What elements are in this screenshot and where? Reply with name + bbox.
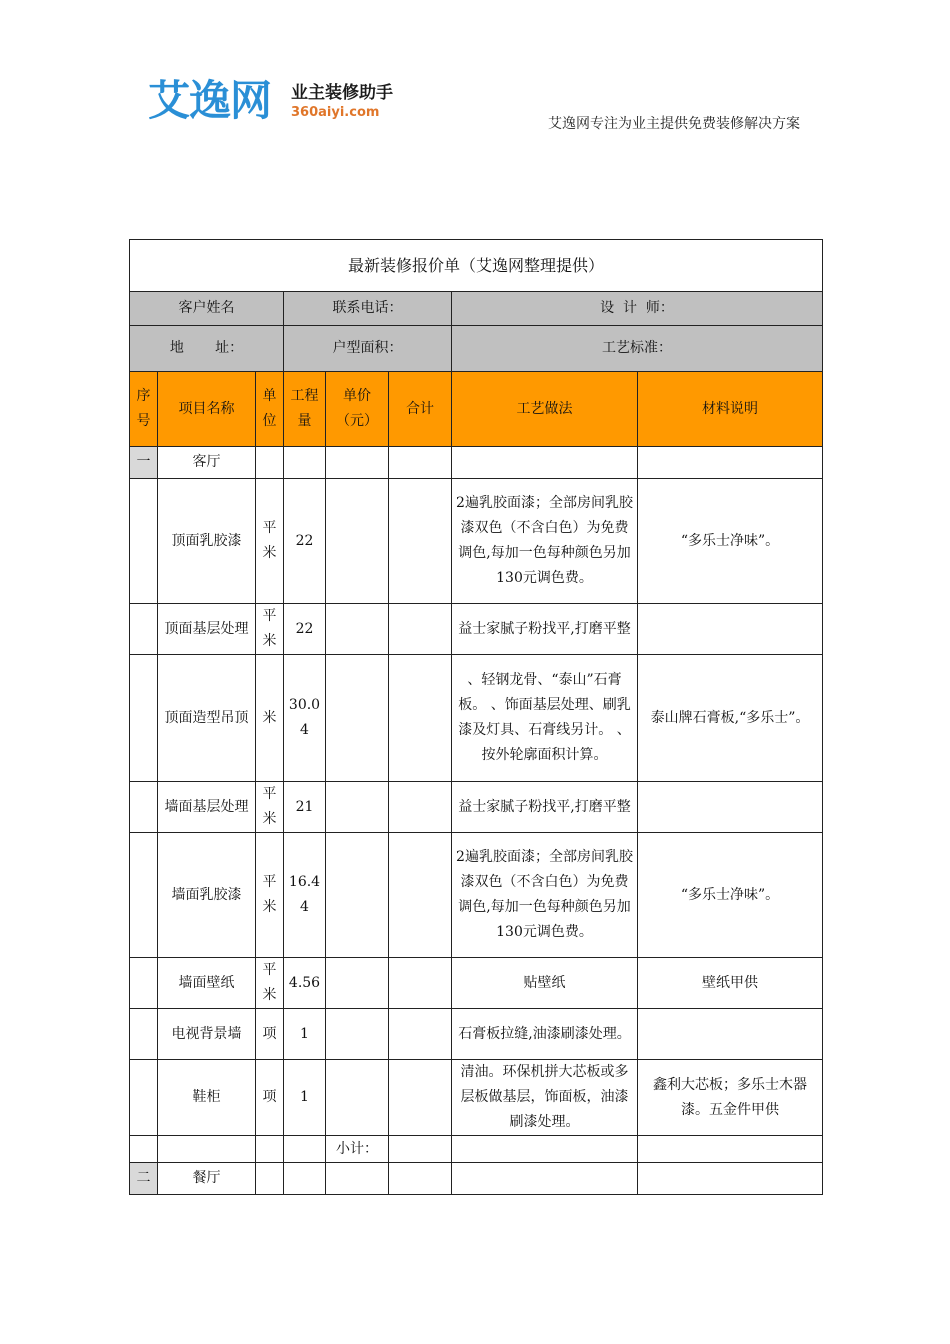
- subtotal-label: 小计：: [326, 1136, 389, 1163]
- item-qty: 1: [284, 1009, 326, 1060]
- col-name: 项目名称: [158, 372, 256, 447]
- item-unit: 项: [256, 1060, 284, 1136]
- table-row: [130, 655, 823, 782]
- item-qty: 30.04: [284, 655, 326, 782]
- info-row-1: [130, 292, 823, 326]
- designer-label: 设 计 师：: [452, 292, 823, 326]
- address-label: 地 址：: [130, 326, 284, 372]
- col-total: 合计: [389, 372, 452, 447]
- table-row: [130, 782, 823, 833]
- area-label: 户型面积：: [284, 326, 452, 372]
- item-qty: 22: [284, 604, 326, 655]
- info-row-2: [130, 326, 823, 372]
- item-qty: 21: [284, 782, 326, 833]
- item-name: 电视背景墙: [158, 1009, 256, 1060]
- item-unit: 平米: [256, 604, 284, 655]
- table-row: [130, 958, 823, 1009]
- item-method: 、轻钢龙骨、“泰山”石膏板。 、饰面基层处理、刷乳漆及灯具、石膏线另计。 、按外轮廓面积计算。: [452, 655, 638, 782]
- subtotal-row: [130, 1136, 823, 1163]
- item-unit: 项: [256, 1009, 284, 1060]
- customer-name-label: 客户姓名: [130, 292, 284, 326]
- item-qty: 1: [284, 1060, 326, 1136]
- section-row: [130, 447, 823, 479]
- item-material: [638, 604, 823, 655]
- table-row: [130, 1009, 823, 1060]
- item-unit: 米: [256, 655, 284, 782]
- quote-table: [129, 239, 823, 1195]
- logo-mark: 艾逸网: [148, 76, 272, 125]
- item-method: 2遍乳胶面漆；全部房间乳胶漆双色（不含白色）为免费调色,每加一色每种颜色另加130元调色费。: [452, 479, 638, 604]
- item-unit: 平米: [256, 479, 284, 604]
- item-material: 壁纸甲供: [638, 958, 823, 1009]
- table-title: 最新装修报价单（艾逸网整理提供）: [130, 240, 823, 292]
- item-name: 鞋柜: [158, 1060, 256, 1136]
- standard-label: 工艺标准：: [452, 326, 823, 372]
- item-material: 泰山牌石膏板,“多乐士”。: [638, 655, 823, 782]
- item-name: 顶面基层处理: [158, 604, 256, 655]
- logo-slogan: 业主装修助手: [291, 83, 394, 103]
- table-row: [130, 833, 823, 958]
- title-row: [130, 240, 823, 292]
- phone-label: 联系电话：: [284, 292, 452, 326]
- item-material: “多乐士净味”。: [638, 833, 823, 958]
- table-row: [130, 604, 823, 655]
- item-name: 墙面乳胶漆: [158, 833, 256, 958]
- item-method: 2遍乳胶面漆；全部房间乳胶漆双色（不含白色）为免费调色,每加一色每种颜色另加130元调色费。: [452, 833, 638, 958]
- item-name: 墙面壁纸: [158, 958, 256, 1009]
- table-row: [130, 479, 823, 604]
- logo-text-block: [291, 82, 393, 122]
- table-row: [130, 1060, 823, 1136]
- item-unit: 平米: [256, 833, 284, 958]
- item-method: 益士家腻子粉找平,打磨平整: [452, 782, 638, 833]
- col-price: 单价（元）: [326, 372, 389, 447]
- item-method: 贴壁纸: [452, 958, 638, 1009]
- item-material: 鑫利大芯板；多乐士木器漆。五金件甲供: [638, 1060, 823, 1136]
- column-header-row: [130, 372, 823, 447]
- site-logo: [148, 78, 393, 124]
- item-material: [638, 782, 823, 833]
- col-qty: 工程量: [284, 372, 326, 447]
- item-method: 清油。环保机拼大芯板或多层板做基层，饰面板，油漆刷漆处理。: [452, 1060, 638, 1136]
- item-method: 益士家腻子粉找平,打磨平整: [452, 604, 638, 655]
- item-material: [638, 1009, 823, 1060]
- section-no: 二: [130, 1163, 158, 1195]
- section-row: [130, 1163, 823, 1195]
- col-material: 材料说明: [638, 372, 823, 447]
- col-unit: 单位: [256, 372, 284, 447]
- col-method: 工艺做法: [452, 372, 638, 447]
- section-name: 客厅: [158, 447, 256, 479]
- logo-url: 360aiyi.com: [291, 105, 380, 120]
- header-tagline: 艾逸网专注为业主提供免费装修解决方案: [548, 116, 800, 132]
- item-unit: 平米: [256, 958, 284, 1009]
- section-name: 餐厅: [158, 1163, 256, 1195]
- item-qty: 16.44: [284, 833, 326, 958]
- item-qty: 22: [284, 479, 326, 604]
- col-no: 序号: [130, 372, 158, 447]
- item-method: 石膏板拉缝,油漆刷漆处理。: [452, 1009, 638, 1060]
- item-name: 顶面乳胶漆: [158, 479, 256, 604]
- item-qty: 4.56: [284, 958, 326, 1009]
- item-material: “多乐士净味”。: [638, 479, 823, 604]
- section-no: 一: [130, 447, 158, 479]
- item-name: 墙面基层处理: [158, 782, 256, 833]
- item-unit: 平米: [256, 782, 284, 833]
- item-name: 顶面造型吊顶: [158, 655, 256, 782]
